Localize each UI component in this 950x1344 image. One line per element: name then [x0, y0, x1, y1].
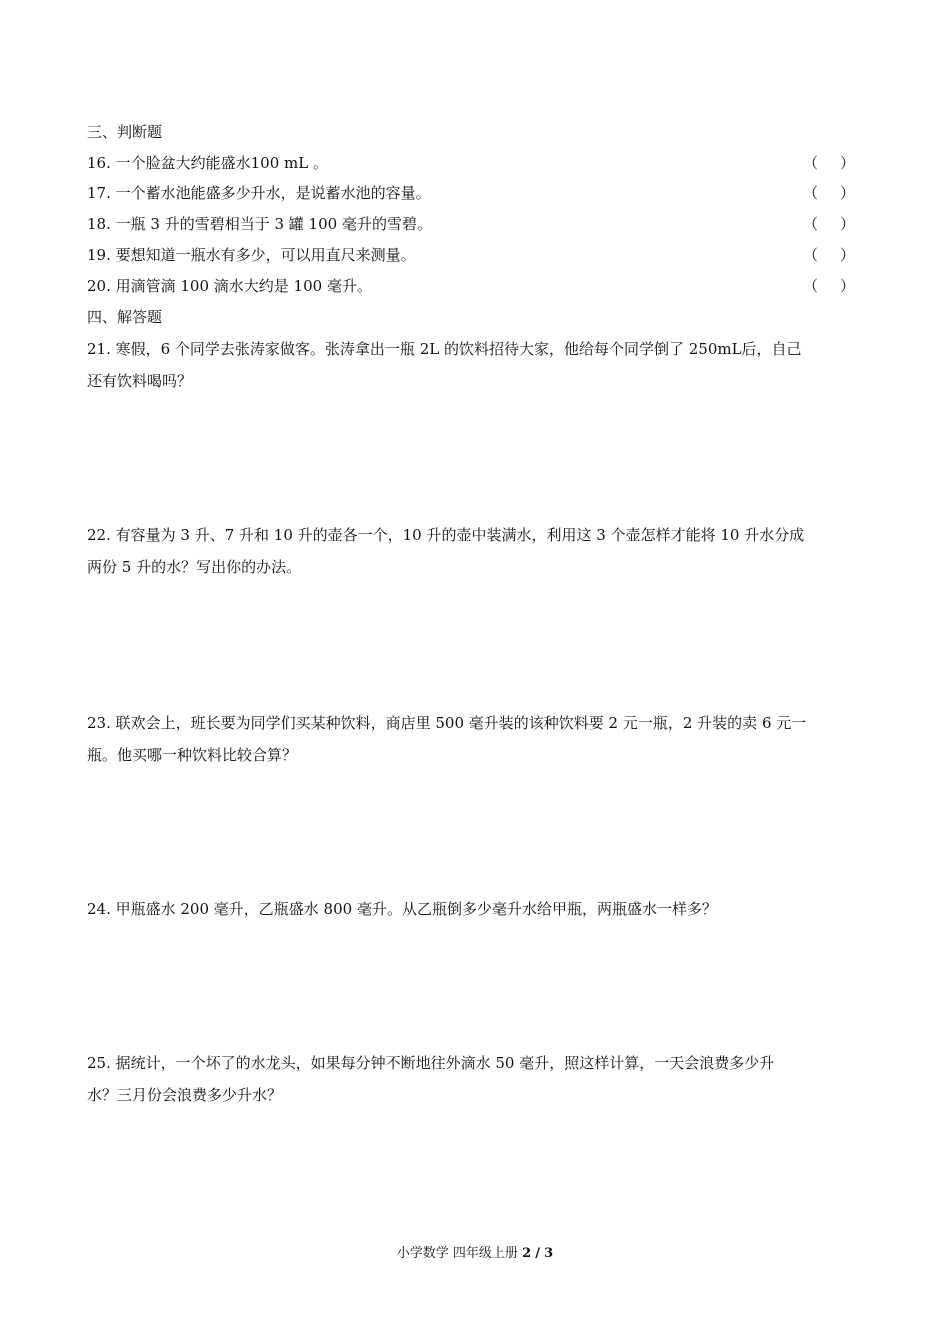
- page-total: 3: [544, 1246, 554, 1261]
- question-23-line2: 瓶。他买哪一种饮料比较合算？: [87, 746, 298, 764]
- question-22-line1: 22. 有容量为 3 升、7 升和 10 升的壶各一个，10 升的壶中装满水，利用这 3 个壶怎样才能将 10 升水分成: [87, 526, 805, 544]
- footer-label: 小学数学 四年级上册: [396, 1246, 518, 1261]
- open-paren: （: [803, 246, 819, 264]
- question-23-line1: 23. 联欢会上，班长要为同学们买某种饮料，商店里 500 毫升装的该种饮料要 2 元一瓶，2 升装的卖 6 元一: [87, 714, 807, 732]
- answer-blank[interactable]: [803, 245, 855, 265]
- answer-blank[interactable]: [803, 214, 855, 234]
- close-paren: ）: [839, 184, 855, 202]
- tf-question-19: [87, 245, 855, 265]
- question-25-line2: 水？三月份会浪费多少升水？: [87, 1086, 283, 1104]
- answer-blank[interactable]: [803, 153, 855, 173]
- open-paren: （: [803, 184, 819, 202]
- question-text: 16. 一个脸盆大约能盛水100 mL 。: [87, 154, 328, 172]
- question-text: 19. 要想知道一瓶水有多少，可以用直尺来测量。: [87, 246, 416, 264]
- tf-question-17: [87, 183, 855, 203]
- open-paren: （: [803, 277, 819, 295]
- close-paren: ）: [839, 154, 855, 172]
- tf-question-16: [87, 153, 855, 173]
- answer-blank[interactable]: [803, 183, 855, 203]
- section-title-judgement: 三、判断题: [87, 123, 163, 141]
- question-24-line1: 24. 甲瓶盛水 200 毫升，乙瓶盛水 800 毫升。从乙瓶倒多少毫升水给甲瓶，两瓶盛水一样多？: [87, 900, 717, 918]
- tf-question-20: [87, 276, 855, 296]
- question-25-line1: 25. 据统计，一个坏了的水龙头，如果每分钟不断地往外滴水 50 毫升，照这样计算，一天会浪费多少升: [87, 1054, 775, 1072]
- close-paren: ）: [839, 215, 855, 233]
- open-paren: （: [803, 154, 819, 172]
- question-text: 18. 一瓶 3 升的雪碧相当于 3 罐 100 毫升的雪碧。: [87, 215, 432, 233]
- question-21-line2: 还有饮料喝吗？: [87, 372, 193, 390]
- close-paren: ）: [839, 277, 855, 295]
- question-text: 20. 用滴管滴 100 滴水大约是 100 毫升。: [87, 277, 372, 295]
- page-separator: /: [535, 1246, 541, 1261]
- tf-question-18: [87, 214, 855, 234]
- question-text: 17. 一个蓄水池能盛多少升水，是说蓄水池的容量。: [87, 184, 431, 202]
- close-paren: ）: [839, 246, 855, 264]
- page-number: 2: [522, 1246, 532, 1261]
- answer-blank[interactable]: [803, 276, 855, 296]
- question-22-line2: 两份 5 升的水？写出你的办法。: [87, 558, 302, 576]
- open-paren: （: [803, 215, 819, 233]
- section-title-answer: 四、解答题: [87, 308, 163, 326]
- page-footer: [0, 1245, 950, 1263]
- question-21-line1: 21. 寒假，6 个同学去张涛家做客。张涛拿出一瓶 2L 的饮料招待大家，他给每个同学倒了 250mL后，自己: [87, 340, 802, 358]
